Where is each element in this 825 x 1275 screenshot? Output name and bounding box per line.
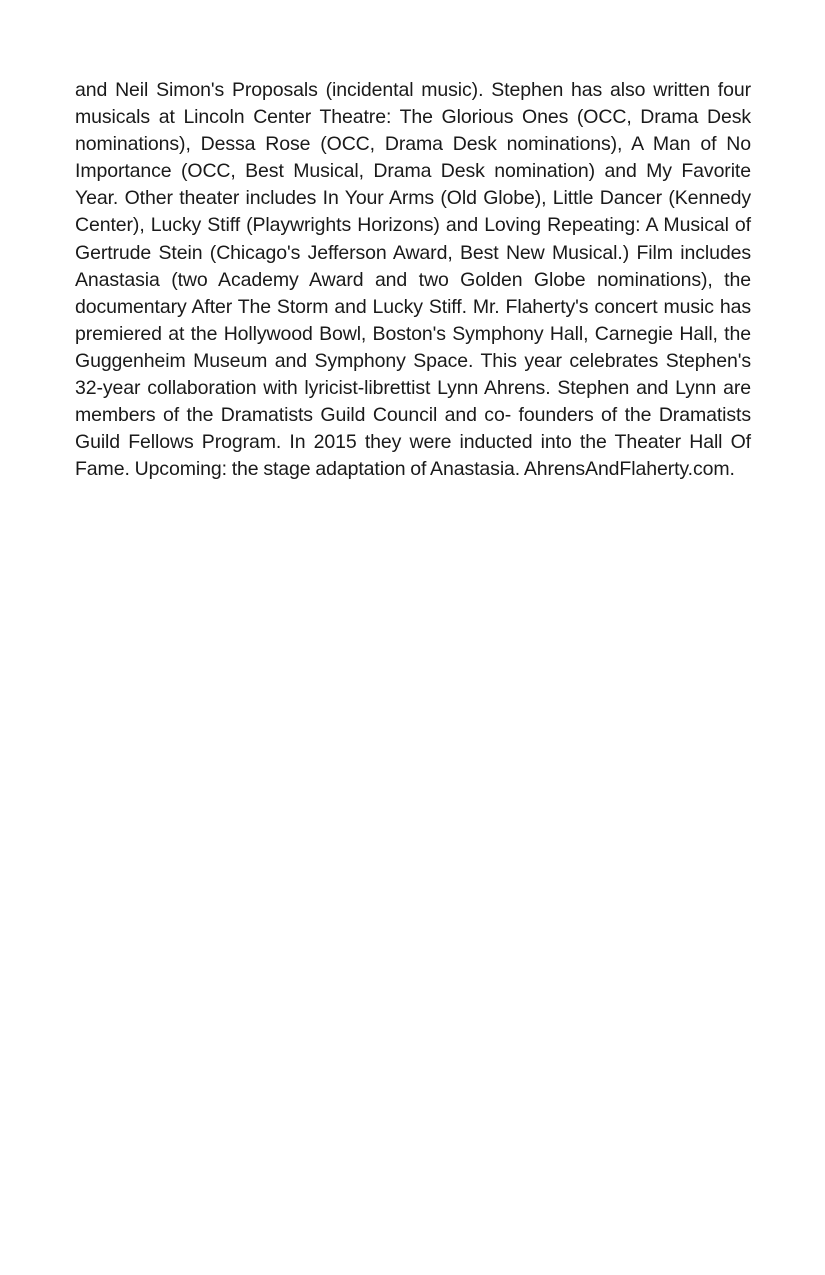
bio-paragraph: and Neil Simon's Proposals (incidental music). Stephen has also written four musicals at Lincoln Center Theatre: The Glorious Ones (OCC, Drama Desk nominations), Dessa Rose (OCC, Drama Desk nominations), A Man of No Importance (OCC, Best Musical, Drama Desk nomination) and My Favorite Year. Other theater includes In Your Arms (Old Globe), Little Dancer (Kennedy Center), Lucky Stiff (Playwrights Horizons) and Loving Repeating: A Musical of Gertrude Stein (Chicago's Jefferson Award, Best New Musical.) Film includes Anastasia (two Academy Award and two Golden Globe nominations), the documentary After The Storm and Lucky Stiff. Mr. Flaherty's concert music has premiered at the Hollywood Bowl, Boston's Symphony Hall, Carnegie Hall, the Guggenheim Museum and Symphony Space. This year celebrates Stephen's 32-year collaboration with lyricist-librettist Lynn Ahrens. Stephen and Lynn are members of the Dramatists Guild Council and co- founders of the Dramatists Guild Fellows Program. In 2015 they were inducted into the Theater Hall Of Fame. Upcoming: the stage adaptation of Anastasia. AhrensAndFlaherty.com. [75, 79, 751, 481]
